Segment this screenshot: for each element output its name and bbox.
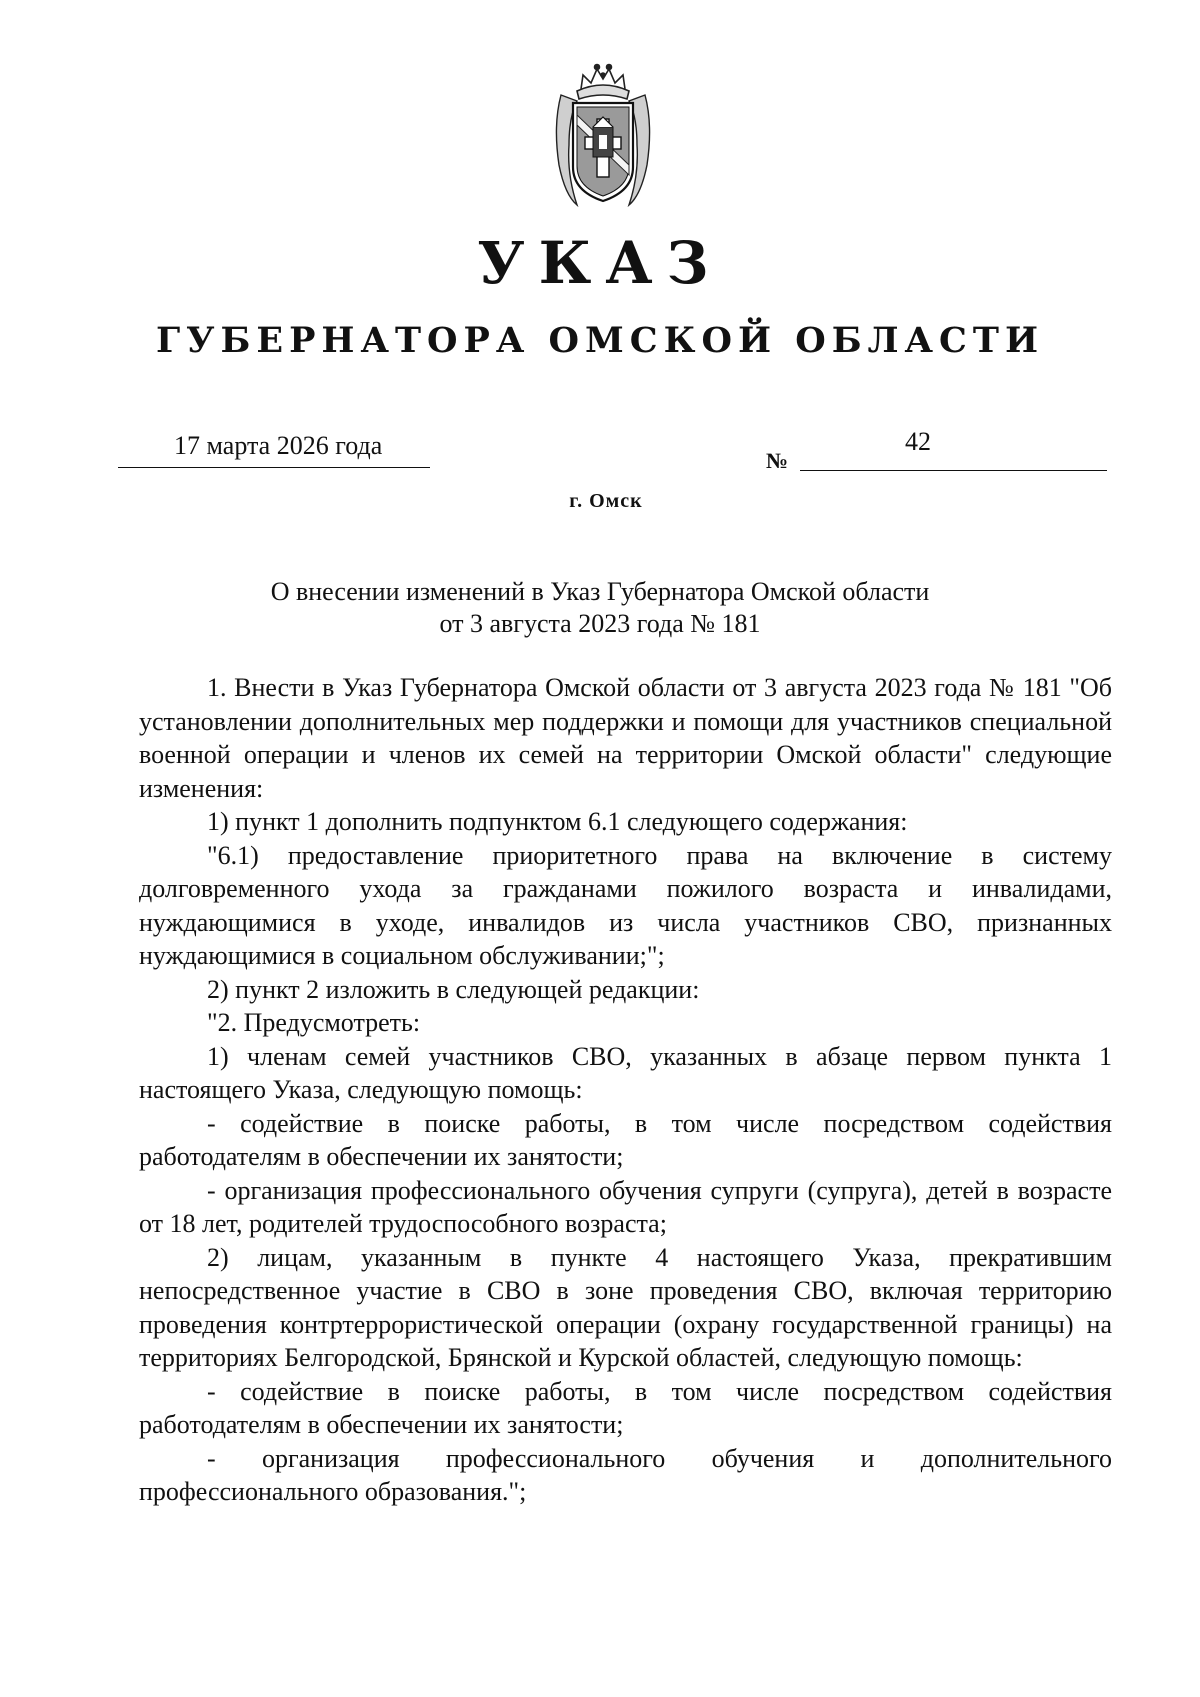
document-title: УКАЗ xyxy=(477,229,723,297)
subject-line-2: от 3 августа 2023 года № 181 xyxy=(439,609,761,638)
body-paragraph: "2. Предусмотреть: xyxy=(207,1008,421,1037)
coat-of-arms-emblem xyxy=(547,55,659,211)
document-date: 17 марта 2026 года xyxy=(174,431,383,460)
body-paragraph: - организация профессионального обучения супруги (супруга), детей в возрасте от 18 лет, родителей трудоспособного возраста; xyxy=(139,1175,1112,1238)
date-underline xyxy=(118,467,430,468)
body-paragraph: 2) пункт 2 изложить в следующей редакции: xyxy=(207,974,700,1004)
number-sign: № xyxy=(766,448,789,473)
body-paragraph: 1) пункт 1 дополнить подпунктом 6.1 следующего содержания: xyxy=(207,807,908,836)
body-paragraph: - организация профессионального обучения и дополнительного профессионального образования."; xyxy=(139,1443,1112,1506)
body-paragraph: - содействие в поиске работы, в том числе посредством содействия работодателям в обеспечении их занятости; xyxy=(139,1376,1112,1439)
body-paragraph: 1) членам семей участников СВО, указанных в абзаце первом пункта 1 настоящего Указа, следующую помощь: xyxy=(139,1041,1112,1104)
body-paragraph: 2) лицам, указанным в пункте 4 настоящего Указа, прекратившим непосредственное участие в СВО в зоне проведения СВО, включая территорию проведения контртеррористической операции (охрану государственной границы) на территориях Белгородской, Брянской и Курской областей, следующую помощь: xyxy=(139,1242,1112,1372)
document-subject xyxy=(0,576,1200,640)
document-city: г. Омск xyxy=(569,490,643,512)
body-paragraph: 1. Внести в Указ Губернатора Омской области от 3 августа 2023 года № 181 "Об установлении дополнительных мер поддержки и помощи для участников специальной военной операции и членов их семей на территории Омской области" следующие изменения: xyxy=(139,673,1112,803)
body-paragraph: "6.1) предоставление приоритетного права на включение в систему долговременного ухода за гражданами пожилого возраста и инвалидами, нуждающимися в уходе, инвалидов из числа участников СВО, признанных нуждающимися в социальном обслуживании;"; xyxy=(139,840,1112,970)
body-paragraph: - содействие в поиске работы, в том числе посредством содействия работодателям в обеспечении их занятости; xyxy=(139,1108,1112,1171)
document-number: 42 xyxy=(905,427,931,456)
document-issuer: ГУБЕРНАТОРА ОМСКОЙ ОБЛАСТИ xyxy=(155,320,1045,361)
subject-line-1: О внесении изменений в Указ Губернатора Омской области xyxy=(270,577,930,606)
number-underline xyxy=(800,470,1107,471)
document-body xyxy=(139,671,1112,1509)
